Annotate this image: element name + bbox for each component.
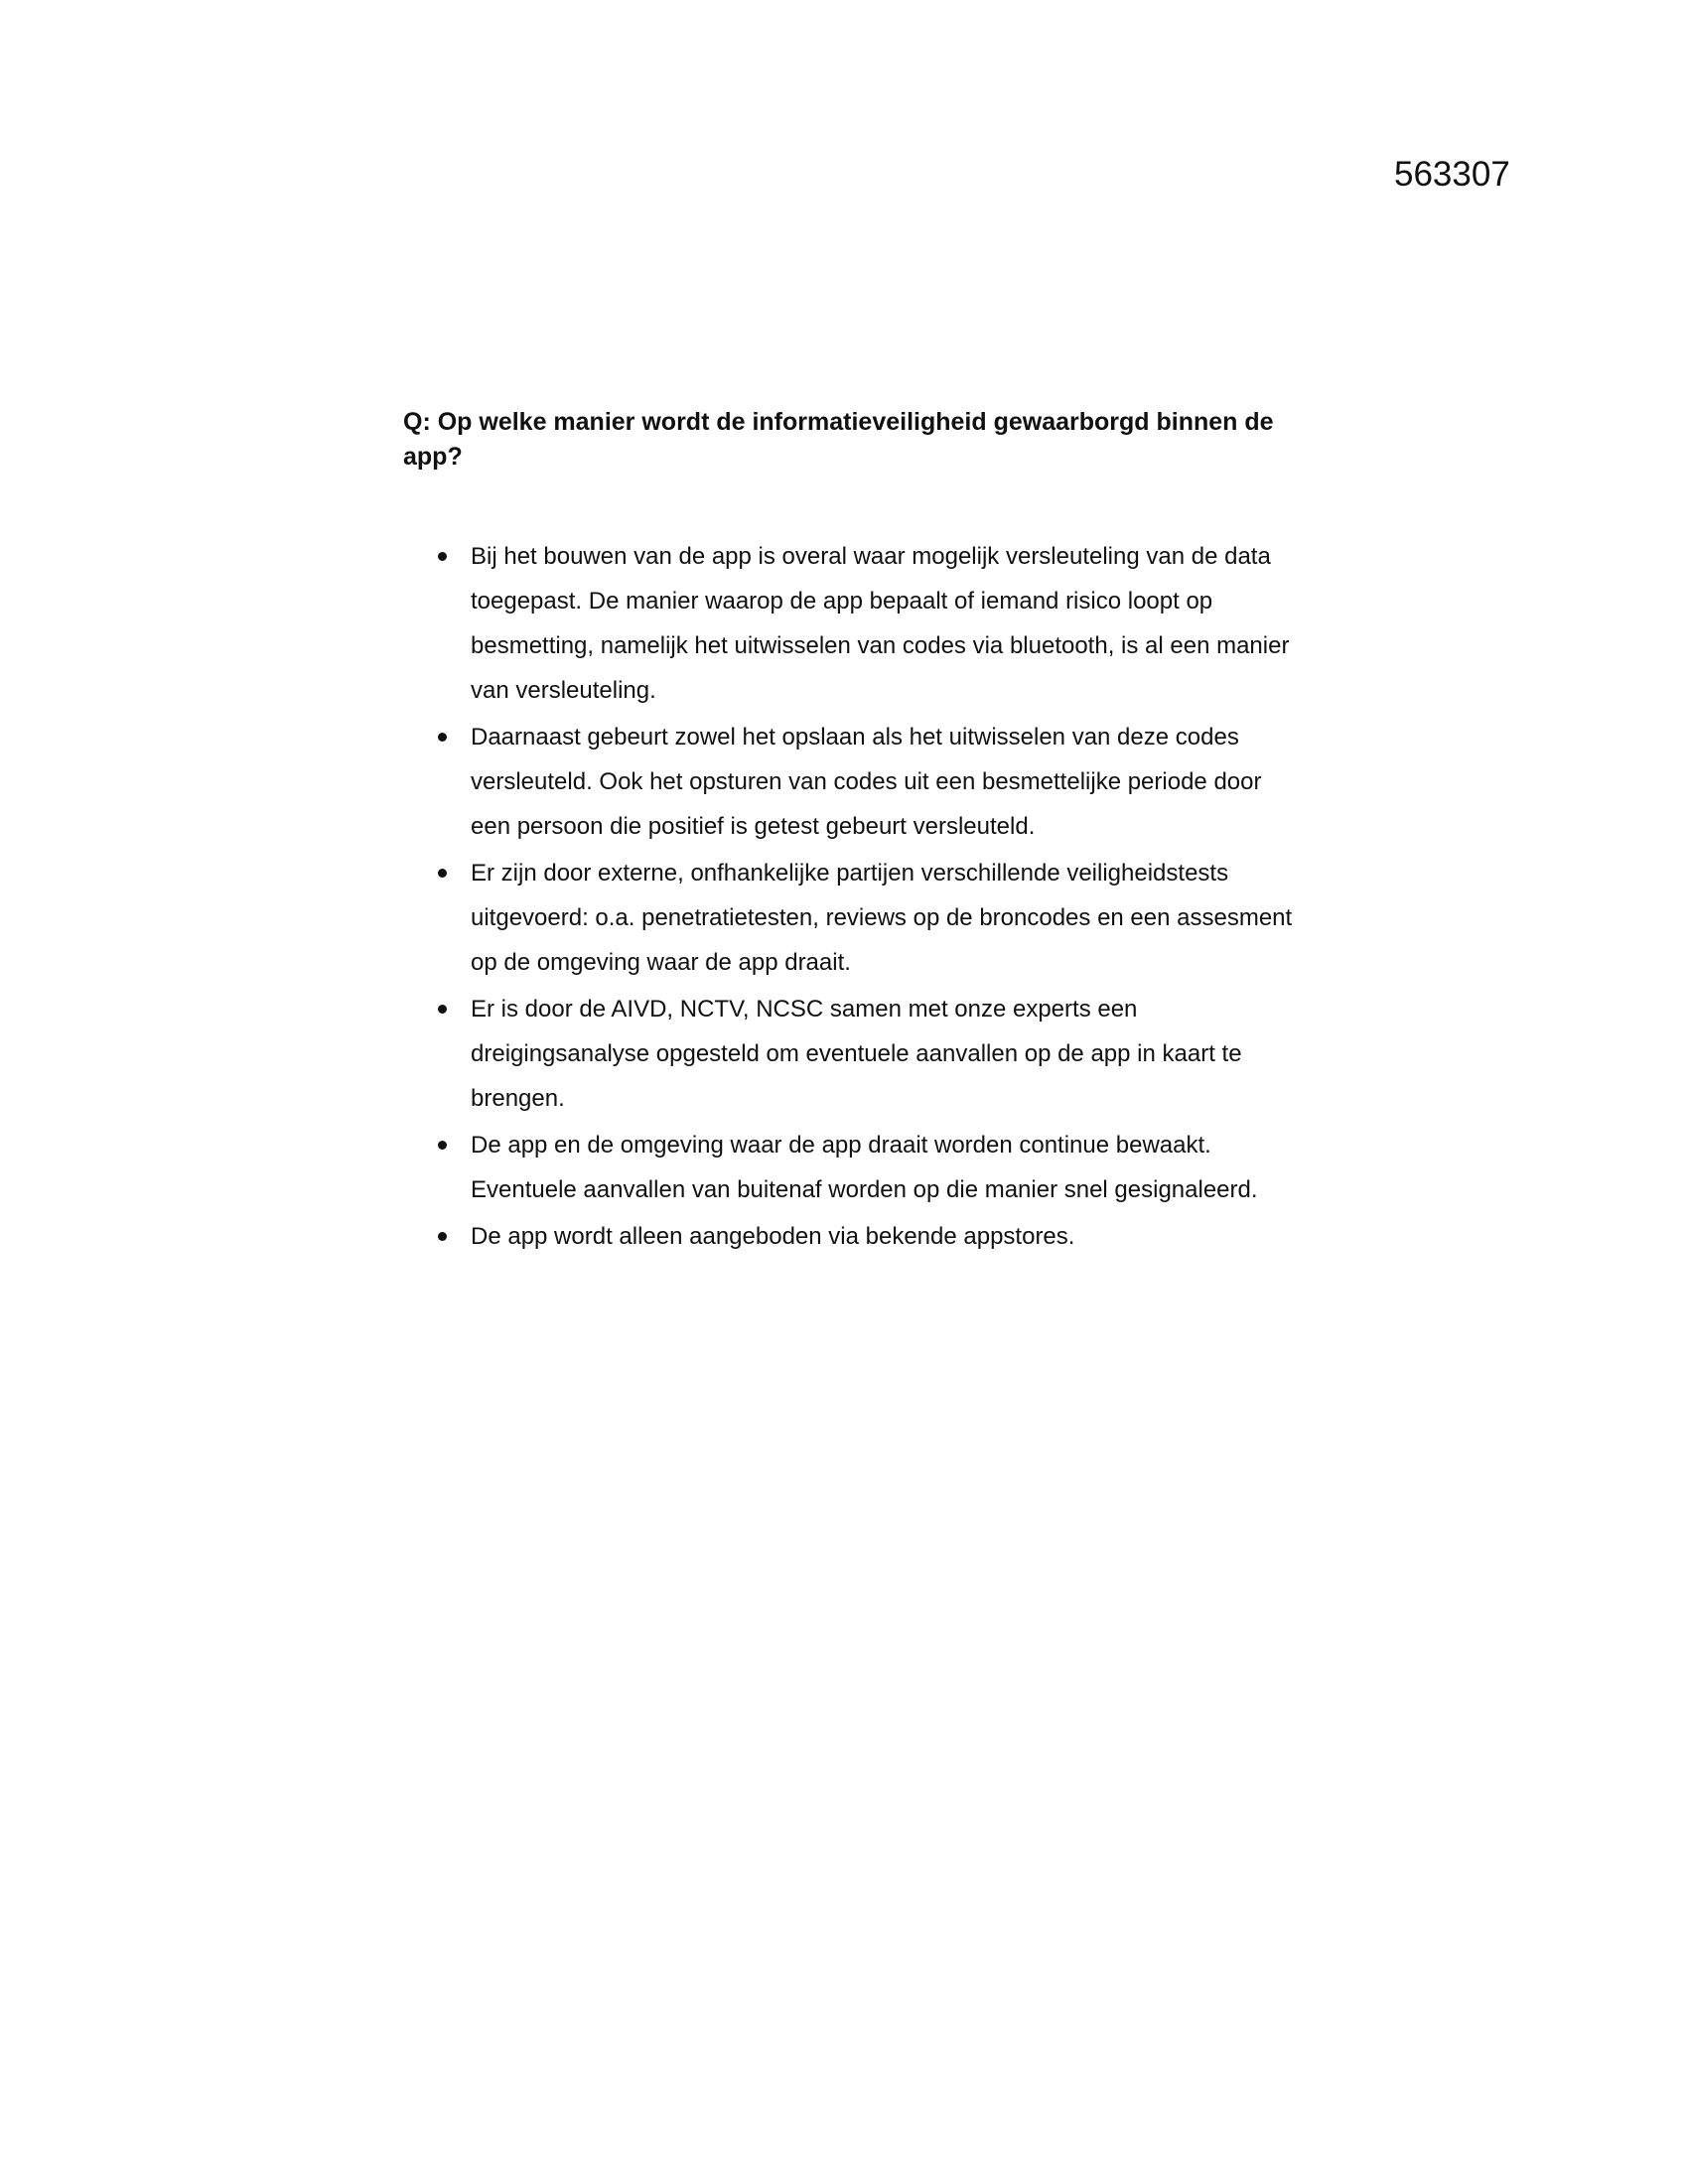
- list-item-text: Er zijn door externe, onfhankelijke partijen verschillende veiligheidstests uitgevoerd: o.a. penetratietesten, reviews op de broncodes en een assesment op de omgeving waar de app draait.: [471, 860, 1293, 976]
- document-number: 563307: [1394, 155, 1510, 194]
- list-item-text: Er is door de AIVD, NCTV, NCSC samen met onze experts een dreigingsanalyse opgesteld om eventuele aanvallen op de app in kaart te brengen.: [471, 996, 1242, 1112]
- bullet-icon: [438, 869, 447, 878]
- list-item-text: Daarnaast gebeurt zowel het opslaan als het uitwisselen van deze codes versleuteld. Ook het opsturen van codes uit een besmettelijke periode door een persoon die positief is getest gebeurt versleuteld.: [471, 724, 1262, 840]
- bullet-icon: [438, 1005, 447, 1014]
- list-item: [403, 987, 1297, 1121]
- bullet-icon: [438, 733, 447, 742]
- bullet-icon: [438, 552, 447, 561]
- list-item: [403, 715, 1297, 849]
- question-heading: Q: Op welke manier wordt de informatieveiligheid gewaarborgd binnen de app?: [403, 408, 1274, 471]
- list-item-text: Bij het bouwen van de app is overal waar mogelijk versleuteling van de data toegepast. De manier waarop de app bepaalt of iemand risico loopt op besmetting, namelijk het uitwisselen van codes via bluetooth, is al een manier van versleuteling.: [471, 543, 1290, 704]
- list-item: [403, 534, 1297, 713]
- list-item-text: De app wordt alleen aangeboden via bekende appstores.: [471, 1223, 1075, 1250]
- answer-list: [403, 534, 1297, 1261]
- list-item: [403, 1214, 1297, 1259]
- list-item-text: De app en de omgeving waar de app draait worden continue bewaakt. Eventuele aanvallen van buitenaf worden op die manier snel gesignaleerd.: [471, 1132, 1258, 1203]
- list-item: [403, 851, 1297, 985]
- list-item: [403, 1123, 1297, 1212]
- bullet-icon: [438, 1232, 447, 1241]
- bullet-icon: [438, 1141, 447, 1150]
